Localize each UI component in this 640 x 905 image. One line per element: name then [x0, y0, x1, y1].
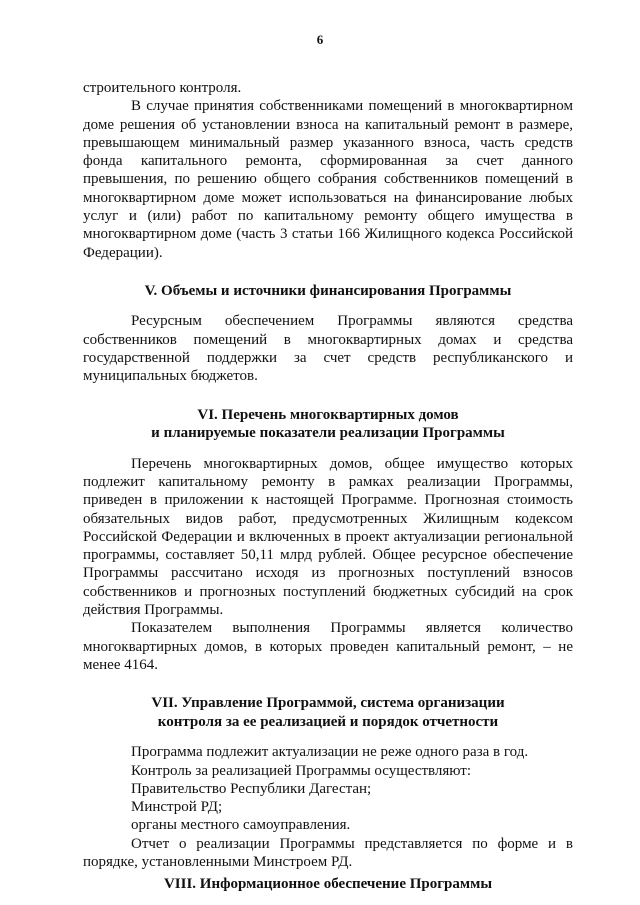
- paragraph-performance-indicator: Показателем выполнения Программы является количество многоквартирных домов, в которых проведен капитальный ремонт, – не менее 4164.: [83, 620, 573, 673]
- paragraph-building-list: Перечень многоквартирных домов, общее имущество которых подлежит капитальному ремонту в рамках реализации Программы, приведен в приложении к настоящей Программе. Прогнозная стоимость обязательных видов работ, предусмотренных Жилищным кодексом Российской Федерации и включенных в проект актуализации региональной программы, составляет 50,11 млрд рублей. Общее ресурсное обеспечение Программы рассчитано исходя из прогнозных поступлений взносов собственников и прогнозных поступлений бюджетных субсидий на срок действия Программы.: [83, 455, 573, 619]
- heading-section-7-line-2: контроля за ее реализацией и порядок отчетности: [157, 713, 499, 730]
- line-control-intro: Контроль за реализацией Программы осуществляют:: [131, 762, 472, 779]
- line-ministry: Минстрой РД;: [131, 799, 223, 816]
- heading-section-6-line-2: и планируемые показатели реализации Программы: [151, 425, 505, 442]
- page-number: 6: [316, 32, 324, 47]
- line-government: Правительство Республики Дагестан;: [131, 780, 372, 797]
- heading-section-5: V. Объемы и источники финансирования Программы: [144, 282, 512, 299]
- paragraph-reporting: Отчет о реализации Программы представляется по форме и в порядке, установленными Минстроем РД.: [83, 835, 573, 870]
- line-update-frequency: Программа подлежит актуализации не реже одного раза в год.: [131, 744, 529, 761]
- heading-section-8: VIII. Информационное обеспечение Программы: [163, 876, 493, 893]
- paragraph-resource-provision: Ресурсным обеспечением Программы являются средства собственников помещений в многоквартирных домах и средства государственной поддержки за счет средств республиканского и муниципальных бюджетов.: [83, 313, 573, 385]
- line-local-authorities: органы местного самоуправления.: [131, 817, 351, 834]
- paragraph-continuation: строительного контроля.: [83, 80, 242, 96]
- heading-section-6-line-1: VI. Перечень многоквартирных домов: [197, 406, 459, 423]
- heading-section-7-line-1: VII. Управление Программой, система организации: [151, 695, 505, 712]
- paragraph-capital-repair-fund: В случае принятия собственниками помещений в многоквартирном доме решения об установлении взноса на капитальный ремонт в размере, превышающем минимальный размер указанного взноса, часть средств фонда капитального ремонта, сформированная за счет данного превышения, по решению общего собрания собственников помещений в многоквартирном доме может использоваться на финансирование любых услуг и (или) работ по капитальному ремонту общего имущества в многоквартирном доме (часть 3 статьи 166 Жилищного кодекса Российской Федерации).: [83, 98, 573, 261]
- document-body: [83, 79, 573, 894]
